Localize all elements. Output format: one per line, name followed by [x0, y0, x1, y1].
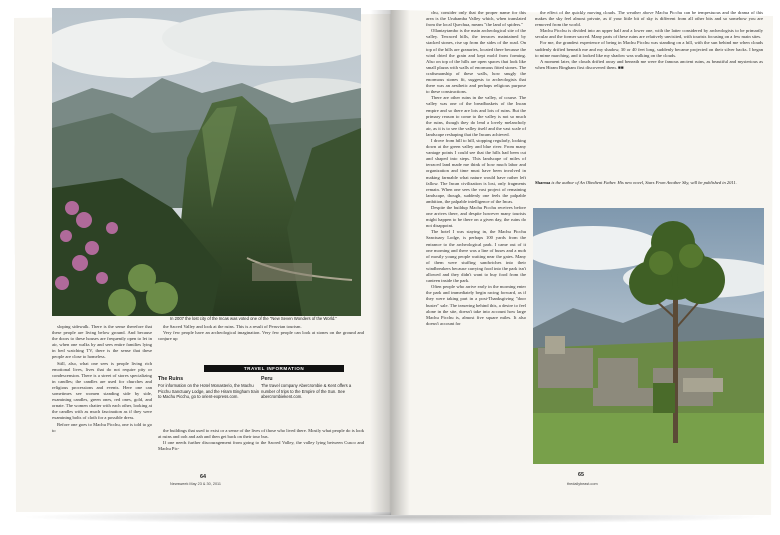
right-column-2 — [535, 10, 763, 71]
paragraph: Very few people have an archeological imagination. Very few people can look at stones on the ground and conjure up — [158, 330, 364, 342]
paragraph: I drove from hill to hill, stopping regularly, looking down at the green valley and blue river. From many vantage points I could see that the hills had been cut and shaped into steps. This landscape of miles of terraced land made me think of how much labor and organization and time must have been involved in making farmable what nature would have rather left fallow. The Incan civilization is lost, only fragments remain. When one sees the vast project of remaining landscape, though, suddenly one feels the palpable ambition, the palpable intelligence of the Incas. — [426, 137, 526, 204]
paragraph: For me, the grandest experience of being in Machu Picchu was standing on a hill, with the sun behind me when clouds suddenly drifted beneath me and my shadow, 30 or 40 feet long, suddenly became projected on their silver backs. I began to mime marching, and it looked like my shadow was walking on the clouds. — [535, 40, 763, 58]
paragraph: sloping sidewalk. There is the sense therefore that these people are living below ground. And because the doors to these houses are frequently open to let in air, when one walks by and sees entire families lying in bed watching TV, there is the sense that these people are close to homeless. — [52, 324, 152, 360]
photo-caption: In 2007 the lost city of the Incas was voted one of the "New Seven Wonders of the World." — [170, 316, 337, 321]
paragraph: Still, also, what one sees is people living rich emotional lives, lives that do not require pity or condescension. There is a street of stores specializing in candles; the candles are used for churches and religious processions and events. Here one can sometimes see women standing side by side, examining candles, green ones, red ones, gold, and ornate. The women chatter with each other, looking at the candles with as much fascination as if they were examining bolts of cloth for a possible dress. — [52, 360, 152, 421]
author-name: Sharma — [535, 180, 551, 185]
author-bio-text: is the author of An Obedient Father. His new novel, Stars From Another Sky, will be published in 2011. — [550, 180, 737, 185]
paragraph: the effect of the quickly moving clouds. The weather above Machu Picchu can be tempestuous and the drama of this makes the sky feel almost private, as if your little bit of sky is different from all other bits and so somehow you are removed from the world. — [535, 10, 763, 28]
paragraph: There are other ruins in the valley, of course. The valley was one of the breadbaskets of the Incan empire and so there are lots and lots of ruins. But the primary reason to come to the valley is not so much the ruins, though they do lend a lovely melancholy air, as it is to see the valley itself and the vast scale of landscape reshaping that the Incans achieved. — [426, 95, 526, 137]
travel-peru — [261, 376, 365, 400]
paragraph: chu, consider only that the proper name for this area is the Urubamba Valley which, when translated from the local Quechua, means "the land of spiders." — [426, 10, 526, 28]
paragraph: Often people who arrive early in the morning enter the park and immediately begin racing forward, as if they were taking part in a post-Thanksgiving "door buster" sale. The teasering behind this, a desire to feel alone in the site, doesn't take into account how large Machu Picchu is, almost five square miles. It also doesn't account for — [426, 284, 526, 326]
author-bio — [535, 180, 763, 186]
travel-ruins-text: For information on the Hotel Monasterio, the Machu Picchu Sanctuary Lodge, and the Hiram Bingham train to Machu Picchu, go to orient-express.com. — [158, 383, 260, 400]
travel-info-heading: TRAVEL INFORMATION — [204, 365, 344, 372]
travel-peru-title: Peru — [261, 376, 273, 382]
paragraph: the buildings that used to exist or a sense of the lives of those who lived there. Mostly what people do is look at ruins and ooh and aah and then get back on their tour bus. — [158, 428, 364, 440]
folio-right: thedailybeast.com — [567, 482, 598, 486]
folio-left: Newsweek May 23 & 30, 2011 — [170, 482, 222, 486]
page-number-left: 64 — [200, 474, 206, 480]
paragraph: the Sacred Valley and look at the ruins. This is a result of Peruvian tourism. — [163, 324, 302, 329]
machu-picchu-mountain-photo — [52, 8, 361, 316]
paragraph: If one needs further discouragement from going to the Sacred Valley, the valley lying between Cusco and Machu Pic- — [158, 440, 364, 452]
paragraph: A moment later, the clouds drifted away and beneath me were the famous ancient ruins, as beautiful and mysterious as when Hiram Bingham first discovered them. ■■ — [535, 58, 763, 70]
left-column-2-top — [158, 324, 364, 342]
right-column-1 — [426, 10, 526, 327]
travel-ruins-title: The Ruins — [158, 376, 184, 382]
left-column-2-bottom — [158, 428, 364, 452]
paragraph: Ollantaytambo is the main archeological site of the valley. Terraced hills, the terraces maintained by stacked stones, rise up from the sides of the road. On top of the hills are granaries, located there because the wind dried the grain and kept mold from forming. Also on top of the hills are open spaces that look like small plazas with walls of enormous fitted stones. The craftsmanship of these walls, how snugly the enormous stones fit, suggests to archeologists that there was an aesthetic and perhaps religious purpose to these constructions. — [426, 28, 526, 95]
travel-info-box — [156, 365, 369, 421]
paragraph: Before one goes to Machu Picchu, one is told to go to — [52, 421, 152, 433]
left-column-1 — [52, 324, 152, 434]
ruins-tree-photo — [533, 208, 764, 464]
travel-peru-text: The travel company Abercrombie & Kent offers a number of trips to the Empire of the Sun. See abercrombiekent.com. — [261, 383, 352, 400]
paragraph: Machu Picchu is divided into an upper half and a lower one, with the latter considered by archeologists to be primarily secular and the former sacred. Many parts of these ruins are relatively unvisited, with tourists focusing on a few main sites. — [535, 28, 763, 40]
travel-ruins — [158, 376, 260, 400]
page-number-right: 65 — [578, 472, 584, 478]
paragraph: Despite the buildup Machu Picchu receives before one arrives there, and despite however many tourists might happen to be there on a given day, the ruins do not disappoint. — [426, 205, 526, 229]
paragraph: The hotel I was staying in, the Machu Picchu Sanctuary Lodge, is perhaps 100 yards from the entrance to the archeological park. I came out of it one morning and there was a line of buses and a mob of mostly young people waiting near the gates. Many of them were stuffing sandwiches into their windbreakers because carrying food into the park isn't allowed and they didn't want to buy food from the canteen inside the park. — [426, 229, 526, 284]
